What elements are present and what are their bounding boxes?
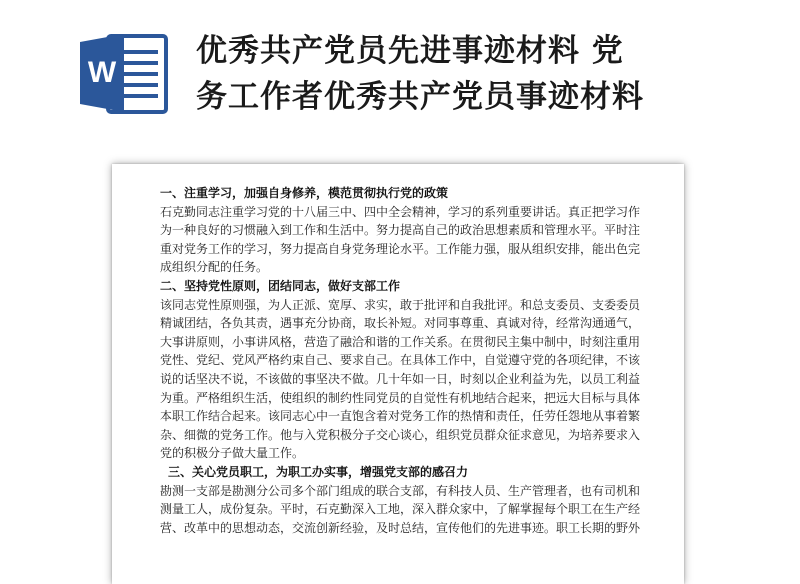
document-body bbox=[160, 184, 646, 537]
paragraph-line: 测量工人，成份复杂。平时，石克勤深入工地，深入群众家中，了解掌握每个职工在生产经 bbox=[160, 502, 641, 517]
paragraph-line: 说的话坚决不说，不该做的事坚决不做。几十年如一日，时刻以企业利益为先，以员工利益 bbox=[160, 371, 641, 386]
paragraph-line: 为重。严格组织生活，使组织的制约性同党员的自觉性有机地结合起来，把远大目标与具体 bbox=[160, 390, 641, 405]
paragraph-line: 本职工作结合起来。该同志心中一直饱含着对党务工作的热情和责任，任劳任怨地从事着繁 bbox=[160, 409, 641, 424]
document-title bbox=[196, 28, 786, 120]
paragraph-line: 精诚团结，各负其责，遇事充分协商，取长补短。对同事尊重、真诚对待，经常沟通通气， bbox=[160, 316, 641, 331]
paragraph-line: 党性、党纪、党风严格约束自己、要求自己。在具体工作中，自觉遵守党的各项纪律，不该 bbox=[160, 353, 641, 368]
paragraph-line: 为一种良好的习惯融入到工作和生活中。努力提高自己的政治思想素质和管理水平。平时注 bbox=[160, 223, 641, 238]
section-heading: 一、注重学习，加强自身修养，模范贯彻执行党的政策 bbox=[160, 186, 449, 200]
paragraph-line: 勘测一支部是勘测分公司多个部门组成的联合支部，有科技人员、生产管理者，也有司机和 bbox=[160, 483, 641, 498]
word-icon-letter: W bbox=[87, 56, 117, 89]
paragraph-line: 营、改革中的思想动态，交流创新经验，及时总结，宣传他们的先进事迹。职工长期的野外 bbox=[160, 520, 641, 535]
paragraph-line: 重对党务工作的学习，努力提高自身党务理论水平。工作能力强，服从组织安排，能出色完 bbox=[160, 241, 641, 256]
header bbox=[0, 0, 800, 140]
title-line-1: 优秀共产党员先进事迹材料 党 bbox=[196, 33, 624, 69]
paragraph-line: 大事讲原则，小事讲风格，营造了融洽和谐的工作关系。在贯彻民主集中制中，时刻注重用 bbox=[160, 334, 641, 349]
paragraph-line: 成组织分配的任务。 bbox=[160, 260, 269, 275]
document-page-preview bbox=[112, 164, 684, 584]
word-document-icon bbox=[78, 30, 170, 116]
section-heading: 三、关心党员职工，为职工办实事，增强党支部的感召力 bbox=[168, 464, 469, 479]
title-line-2: 务工作者优秀共产党员事迹材料 bbox=[196, 79, 644, 115]
paragraph-line: 杂、细微的党务工作。他与入党积极分子交心谈心，组织党员群众征求意见，为培养要求入 bbox=[160, 427, 641, 442]
paragraph-line: 党的积极分子做大量工作。 bbox=[160, 446, 305, 461]
paragraph-line: 该同志党性原则强，为人正派、宽厚、求实，敢于批评和自我批评。和总支委员、支委委员 bbox=[160, 297, 641, 312]
section-heading: 二、坚持党性原则，团结同志，做好支部工作 bbox=[160, 278, 401, 293]
paragraph-line: 石克勤同志注重学习党的十八届三中、四中全会精神，学习的系列重要讲话。真正把学习作 bbox=[160, 204, 641, 219]
